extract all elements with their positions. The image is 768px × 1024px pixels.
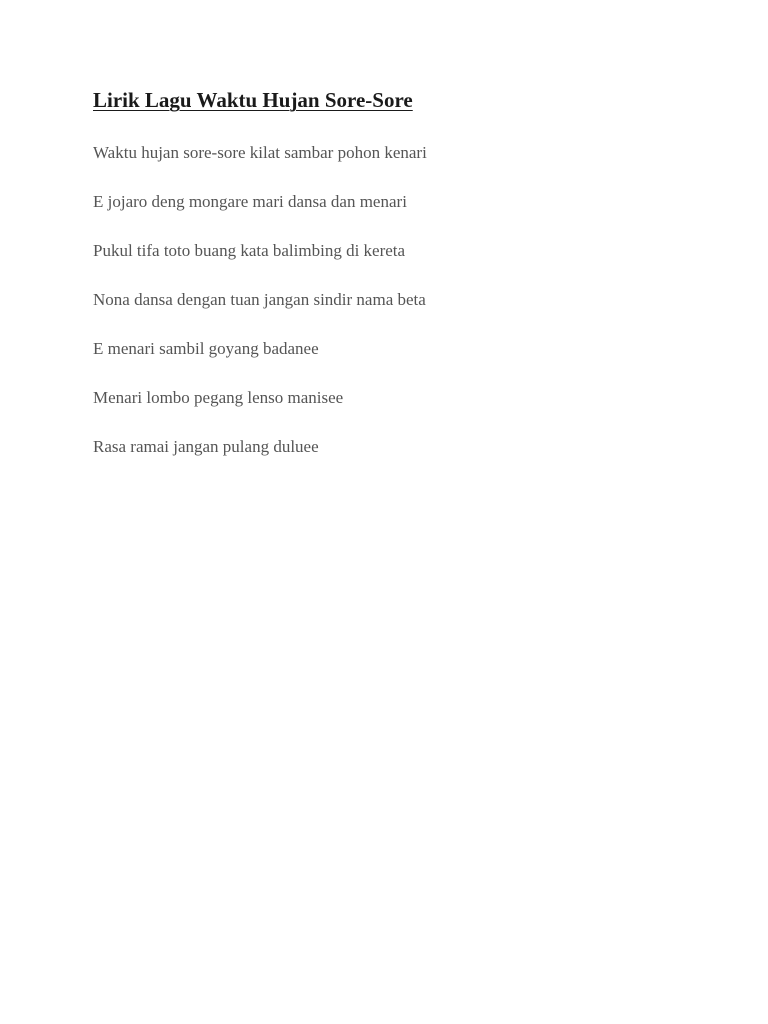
- lyric-line: Pukul tifa toto buang kata balimbing di kereta: [93, 241, 406, 260]
- lyric-line: E jojaro deng mongare mari dansa dan menari: [93, 192, 407, 211]
- document-page: [93, 86, 713, 484]
- page-title: Lirik Lagu Waktu Hujan Sore-Sore: [93, 88, 413, 112]
- lyric-line: E menari sambil goyang badanee: [93, 339, 319, 358]
- lyric-line: Rasa ramai jangan pulang duluee: [93, 437, 319, 456]
- lyrics-list: [93, 141, 713, 459]
- lyric-line: Menari lombo pegang lenso manisee: [93, 388, 344, 407]
- lyric-line: Nona dansa dengan tuan jangan sindir nama beta: [93, 290, 426, 309]
- lyric-line: Waktu hujan sore-sore kilat sambar pohon kenari: [93, 143, 427, 162]
